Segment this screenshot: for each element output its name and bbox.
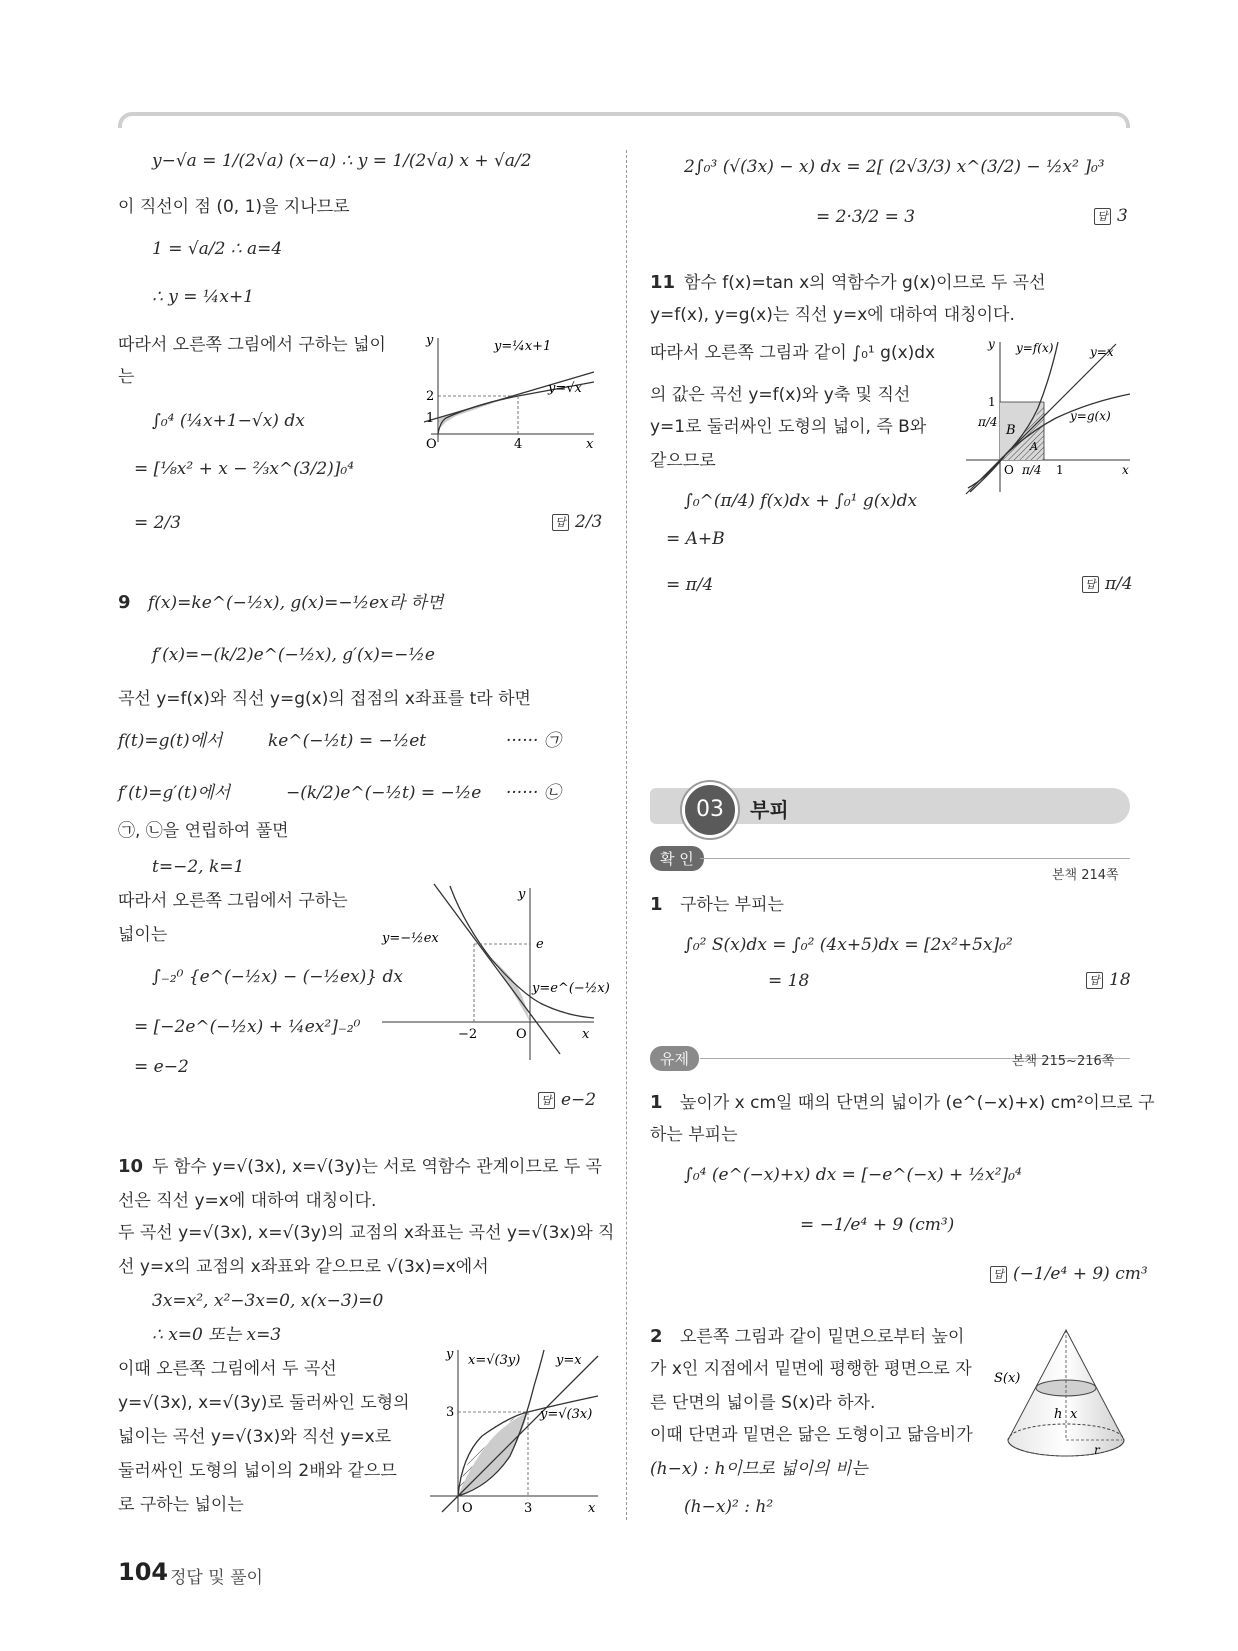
- check-1-number: 1: [650, 894, 663, 915]
- p9-line-5b: −(k/2)e^(−½t) = −½e: [286, 783, 482, 803]
- shaded-region: [474, 944, 530, 1022]
- p11-line-7: ∫₀^(π/4) f(x)dx + ∫₀¹ g(x)dx: [684, 491, 918, 511]
- p10-line-3: 두 곡선 y=√(3x), x=√(3y)의 교점의 x좌표는 곡선 y=√(3x)와 직: [118, 1223, 615, 1243]
- p10-line-2: 선은 직선 y=x에 대하여 대칭이다.: [118, 1191, 377, 1211]
- tick-3-x: 3: [524, 1501, 533, 1516]
- label-A: A: [1030, 440, 1038, 453]
- label-curve: y=√x: [548, 381, 582, 396]
- cone-figure: [994, 1326, 1130, 1466]
- label-line: y=¼x+1: [494, 339, 552, 354]
- p11-line-9: = π/4: [666, 575, 714, 595]
- origin-label: O: [1004, 463, 1014, 477]
- problem-10-number: 10: [118, 1156, 144, 1177]
- x-axis-label: x: [1122, 463, 1129, 477]
- line-y-x: [442, 1356, 598, 1512]
- y-axis-label: y: [988, 337, 995, 351]
- p9-line-9: 넓이는: [118, 925, 168, 945]
- answer-8-value: 2/3: [575, 512, 603, 532]
- p11-line-2: y=f(x), y=g(x)는 직선 y=x에 대하여 대칭이다.: [650, 305, 1015, 325]
- p11-line-5: y=1로 둘러싸인 도형의 넓이, 즉 B와: [650, 417, 927, 437]
- r-eq-integral-10: 2∫₀³ (√(3x) − x) dx = 2[ (2√3/3) x^(3/2) − ½x² ]₀³: [684, 157, 1105, 177]
- label-curve: y=√(3x): [540, 1407, 593, 1422]
- p9-marker-2: ······ ㉡: [506, 783, 561, 803]
- answer-10: [1094, 206, 1128, 226]
- answer-check-1: [1086, 970, 1131, 990]
- p10-line-8: y=√(3x), x=√(3y)로 둘러싸인 도형의: [118, 1393, 410, 1413]
- similar-1-line-1: 높이가 x cm일 때의 단면의 넓이가 (e^(−x)+x) cm²이므로 구: [680, 1093, 1155, 1113]
- check-1-line-1: 구하는 부피는: [680, 895, 784, 915]
- answer-similar-1: [990, 1264, 1148, 1284]
- check-label: 확 인: [650, 846, 704, 871]
- p11-line-4: 의 값은 곡선 y=f(x)와 y축 및 직선: [650, 385, 911, 405]
- column-divider: [626, 150, 627, 1520]
- label-inverse: x=√(3y): [468, 1353, 521, 1368]
- p9-line-11: = [−2e^(−½x) + ¼ex²]₋₂⁰: [134, 1017, 361, 1037]
- answer-icon: 답: [1086, 972, 1103, 989]
- tangent-line: [424, 372, 594, 422]
- top-border: [118, 112, 1130, 128]
- tick-pi4-y: π/4: [978, 415, 998, 429]
- p9-line-8: 따라서 오른쪽 그림에서 구하는: [118, 891, 348, 911]
- p10-line-10: 둘러싸인 도형의 넓이의 2배와 같으므: [118, 1461, 397, 1481]
- p9-line-2: f′(x)=−(k/2)e^(−½x), g′(x)=−½e: [152, 645, 435, 665]
- answer-8: [552, 512, 602, 532]
- origin-label: O: [516, 1027, 527, 1042]
- p9-line-4b: ke^(−½t) = −½et: [268, 731, 427, 751]
- label-curve: y=e^(−½x): [532, 981, 610, 996]
- text-area-intro: 따라서 오른쪽 그림에서 구하는 넓이: [118, 335, 386, 355]
- tick-2: 2: [426, 389, 435, 404]
- eq-line: ∴ y = ¼x+1: [152, 287, 254, 307]
- y-axis-label: y: [426, 333, 434, 348]
- p11-line-3: 따라서 오른쪽 그림과 같이 ∫₀¹ g(x)dx: [650, 343, 936, 363]
- eq-antiderivative-8: = [⅛x² + x − ⅔x^(3/2)]₀⁴: [134, 459, 355, 479]
- text-area-intro-2: 는: [118, 367, 135, 387]
- p10-line-7: 이때 오른쪽 그림에서 두 곡선: [118, 1359, 337, 1379]
- answer-9-value: e−2: [561, 1090, 597, 1110]
- eq-tangent-line: y−√a = 1/(2√a) (x−a) ∴ y = 1/(2√a) x + √a/2: [152, 151, 532, 171]
- origin-label: O: [426, 437, 437, 452]
- y-axis-label: y: [446, 1347, 454, 1362]
- p9-line-7: t=−2, k=1: [152, 857, 245, 877]
- p10-line-5: 3x=x², x²−3x=0, x(x−3)=0: [152, 1291, 384, 1311]
- tick-1-x: 1: [1056, 463, 1064, 477]
- check-1-line-3: = 18: [768, 971, 810, 991]
- label-r: r: [1094, 1443, 1100, 1457]
- check-reference: 본책 214쪽: [1052, 868, 1119, 883]
- similar-1-number: 1: [650, 1092, 663, 1113]
- label-f: y=f(x): [1016, 341, 1054, 355]
- label-S: S(x): [994, 1371, 1021, 1386]
- footer-title: 정답 및 풀이: [170, 1568, 263, 1588]
- section-title: 부피: [750, 798, 789, 822]
- graph-problem-10: [430, 1346, 600, 1514]
- similar-1-line-4: = −1/e⁴ + 9 (cm³): [800, 1215, 955, 1235]
- p11-line-1: 함수 f(x)=tan x의 역함수가 g(x)이므로 두 곡선: [684, 273, 1046, 293]
- p10-line-6: ∴ x=0 또는 x=3: [152, 1325, 282, 1345]
- p10-line-11: 로 구하는 넓이는: [118, 1495, 244, 1515]
- y-axis-label: y: [518, 887, 526, 902]
- label-x: x: [1070, 1407, 1078, 1422]
- p11-line-6: 같으므로: [650, 451, 716, 471]
- similar-2-line-5: (h−x) : h이므로 넓이의 비는: [650, 1459, 868, 1479]
- p9-line-3: 곡선 y=f(x)와 직선 y=g(x)의 접점의 x좌표를 t라 하면: [118, 689, 531, 709]
- eq-result-8: = 2/3: [134, 513, 182, 533]
- text-passes-point: 이 직선이 점 (0, 1)을 지나므로: [118, 197, 350, 217]
- r-eq-result-10: = 2·3/2 = 3: [816, 207, 916, 227]
- p9-line-10: ∫₋₂⁰ {e^(−½x) − (−½ex)} dx: [152, 967, 403, 987]
- similar-2-number: 2: [650, 1326, 663, 1347]
- x-axis-label: x: [582, 1027, 590, 1042]
- graph-problem-8: [416, 333, 596, 452]
- answer-check-1-value: 18: [1109, 970, 1131, 990]
- similar-label: 유제: [650, 1046, 699, 1071]
- check-1-line-2: ∫₀² S(x)dx = ∫₀² (4x+5)dx = [2x²+5x]₀²: [684, 935, 1013, 955]
- similar-2-line-6: (h−x)² : h²: [684, 1497, 774, 1517]
- p9-line-4a: f(t)=g(t)에서: [118, 731, 223, 751]
- tick-e: e: [536, 937, 544, 952]
- answer-icon: 답: [1094, 208, 1111, 225]
- p9-line-12: = e−2: [134, 1057, 189, 1077]
- label-line: y=x: [556, 1353, 582, 1368]
- origin-label: O: [462, 1501, 473, 1516]
- tangent-line: [434, 884, 560, 1054]
- label-line: y=−½ex: [382, 931, 439, 946]
- tick-1: 1: [426, 411, 435, 426]
- check-rule: [700, 858, 1130, 859]
- answer-9: [538, 1090, 596, 1110]
- p9-line-6: ㉠, ㉡을 연립하여 풀면: [118, 821, 289, 841]
- problem-9-number: 9: [118, 592, 131, 613]
- answer-11: [1082, 574, 1133, 594]
- label-B: B: [1006, 423, 1016, 438]
- similar-2-line-2: 가 x인 지점에서 밑면에 평행한 평면으로 자: [650, 1359, 972, 1379]
- answer-icon: 답: [1082, 576, 1099, 593]
- p10-line-4: 선 y=x의 교점의 x좌표와 같으므로 √(3x)=x에서: [118, 1257, 489, 1277]
- similar-2-line-4: 이때 단면과 밑면은 닮은 도형이고 닮음비가: [650, 1425, 973, 1445]
- answer-icon: 답: [990, 1266, 1007, 1283]
- label-line: y=x: [1090, 345, 1114, 359]
- tick-pi4-x: π/4: [1022, 463, 1042, 477]
- similar-reference: 본책 215~216쪽: [1012, 1054, 1115, 1069]
- x-axis-label: x: [586, 437, 594, 452]
- tick-3-y: 3: [446, 1405, 455, 1420]
- label-g: y=g(x): [1070, 409, 1111, 423]
- answer-icon: 답: [552, 514, 569, 531]
- p9-marker-1: ······ ㉠: [506, 731, 561, 751]
- similar-2-line-1: 오른쪽 그림과 같이 밑면으로부터 높이: [680, 1327, 965, 1347]
- problem-11-number: 11: [650, 272, 676, 293]
- shaded-region: [438, 396, 518, 428]
- eq-integral-8: ∫₀⁴ (¼x+1−√x) dx: [152, 411, 305, 431]
- p10-line-9: 넓이는 곡선 y=√(3x)와 직선 y=x로: [118, 1427, 392, 1447]
- tick-minus-2: −2: [458, 1027, 478, 1042]
- similar-1-line-3: ∫₀⁴ (e^(−x)+x) dx = [−e^(−x) + ½x²]₀⁴: [684, 1165, 1022, 1185]
- answer-10-value: 3: [1117, 206, 1128, 226]
- section-number-badge: 03: [682, 782, 738, 838]
- answer-11-value: π/4: [1105, 574, 1133, 594]
- eq-a-value: 1 = √a/2 ∴ a=4: [152, 239, 283, 259]
- graph-problem-11: [966, 338, 1132, 494]
- tick-4: 4: [514, 437, 523, 452]
- label-h: h: [1054, 1407, 1063, 1422]
- x-axis-label: x: [588, 1501, 596, 1516]
- graph-problem-9: [382, 884, 610, 1064]
- similar-1-line-2: 하는 부피는: [650, 1125, 738, 1145]
- answer-icon: 답: [538, 1092, 555, 1109]
- tick-1-y: 1: [988, 395, 996, 409]
- similar-2-line-3: 른 단면의 넓이를 S(x)라 하자.: [650, 1393, 876, 1413]
- p10-line-1: 두 함수 y=√(3x), x=√(3y)는 서로 역함수 관계이므로 두 곡: [152, 1157, 602, 1177]
- answer-similar-1-value: (−1/e⁴ + 9) cm³: [1013, 1264, 1148, 1284]
- p11-line-8: = A+B: [666, 529, 725, 549]
- page-number: 104: [118, 1558, 169, 1586]
- p9-line-5a: f′(t)=g′(t)에서: [118, 783, 231, 803]
- p9-line-1: f(x)=ke^(−½x), g(x)=−½ex라 하면: [148, 593, 444, 613]
